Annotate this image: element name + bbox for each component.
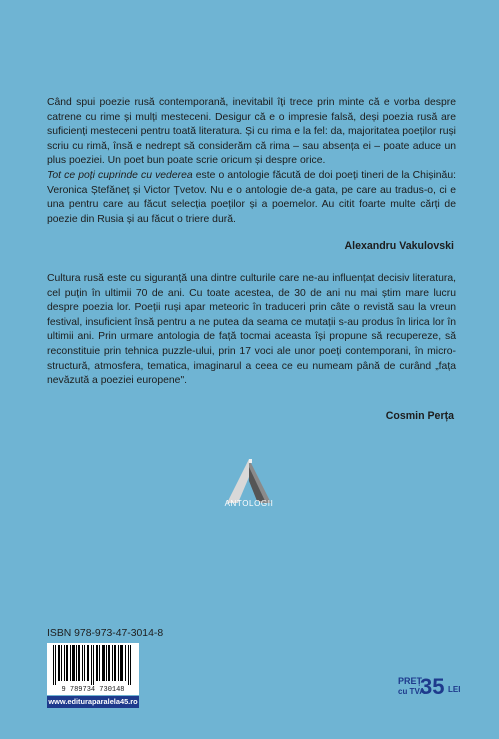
book-title: Tot ce poți cuprinde cu vederea: [47, 169, 193, 181]
price-currency: LEI: [448, 685, 461, 694]
antologii-logo: [212, 455, 286, 513]
review-1-paragraph-2: [47, 169, 456, 227]
review-1-paragraph-1: Când spui poezie rusă contemporană, inevitabil îți trece prin minte că e vorba despre catrene cu rime și mulți mesteceni. Desigur că e o impresie falsă, deși poezia rusă are suficienți mesteceni pentru toată literatura. Și cu rima e la fel: da, majoritatea poeților ruși scriu cu rimă, însă e nedrept să considerăm că rima – sau absența ei – poate aduce un plus poeziei. Un poet bun poate scrie oricum și despre orice.: [47, 97, 456, 167]
price-tag: [398, 674, 461, 700]
review-2-paragraph: Cultura rusă este cu siguranță una dintre culturile care ne-au influențat decisiv literatura, cel puțin în ultimii 70 de ani. Cu toate acestea, de 30 de ani nu mai știm mare lucru despre poezia lor. Poeții ruși apar meteoric în traduceri prin câte o revistă sau la vreun festival, insuficient însă pentru a ne putea da seama ce mutații s-au produs în lirica lor în ultimii ani. Prin urmare antologia de față tocmai aceasta își propune să recupereze, să reconstituie prin tehnica puzzle-ului, prin 17 voci ale unor poeți contemporani, în micro-structură, atmosfera, tematica, imaginarul a ceea ce eu numeam până de curând „fața nevăzută a poeziei europene".: [47, 273, 456, 387]
review-2: [47, 272, 456, 389]
review-1-author: Alexandru Vakulovski: [344, 240, 454, 252]
logo-label: ANTOLOGII: [224, 499, 274, 508]
price-value: 35: [420, 674, 445, 699]
review-1-paragraph-2-text: este o antologie făcută de doi poeți tineri de la Chișinău: Veronica Ștefăneț și Victor Țvetov. Nu e o antologie de-a gata, pe care au tradus-o, ci e una pentru care au făcut selecția poeților și a poemelor. Au citit foarte multe cărți de poezie din Rusia și au făcut o triere dură.: [47, 169, 456, 225]
publisher-website[interactable]: www.edituraparalela45.ro: [48, 697, 138, 706]
isbn: ISBN 978-973-47-3014-8: [47, 628, 164, 639]
barcode-digits: 9 789734 730148: [47, 686, 139, 694]
review-2-author: Cosmin Perța: [385, 410, 454, 422]
review-1: [47, 96, 456, 227]
vat-label: cu TVA: [398, 687, 425, 696]
barcode-icon: [47, 643, 139, 687]
price-label: PREȚ: [398, 676, 423, 686]
